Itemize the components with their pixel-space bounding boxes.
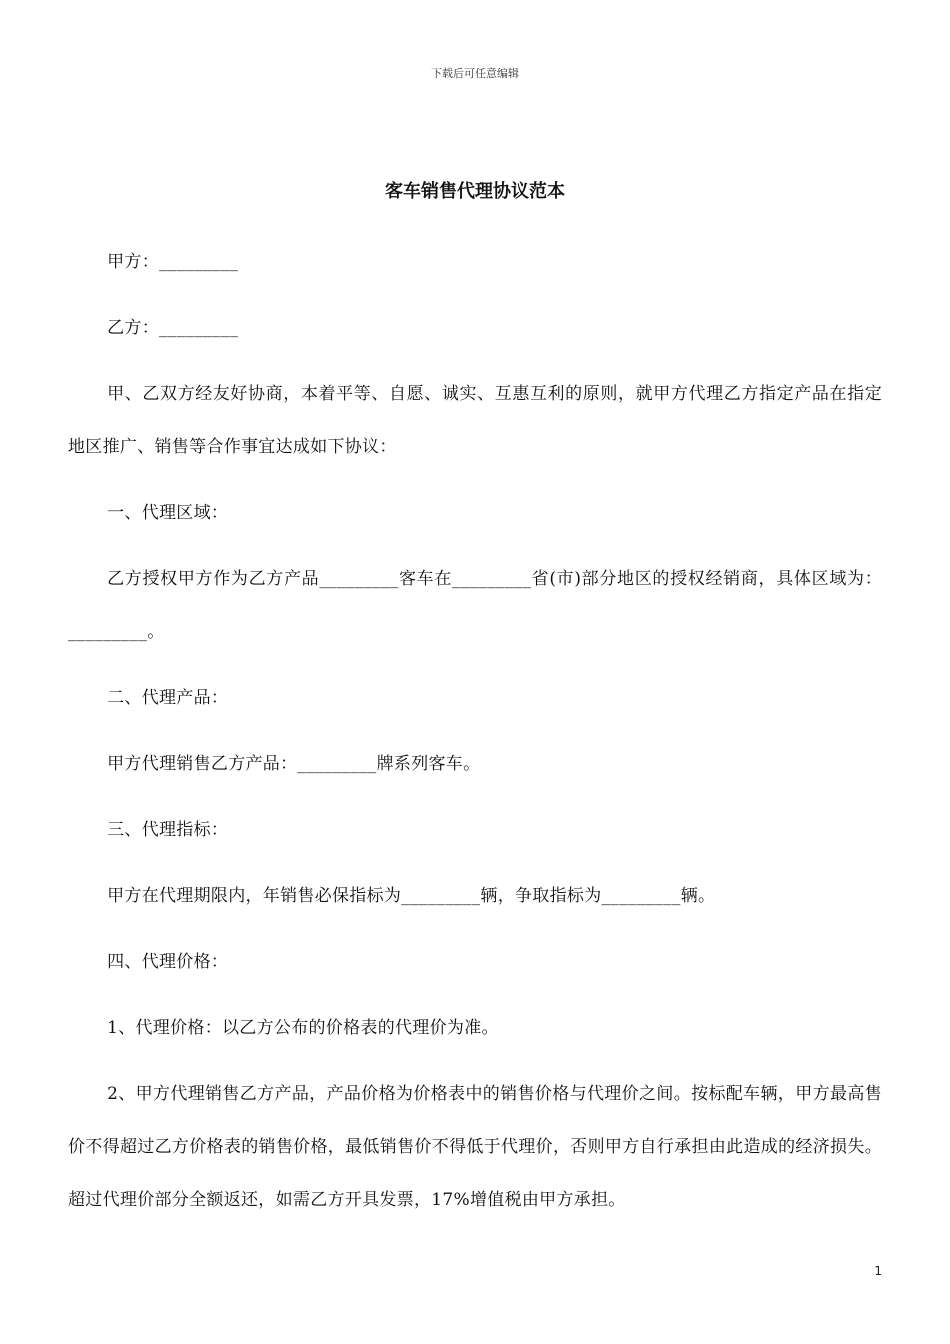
page-number: 1 [874, 1264, 882, 1278]
price-clause-1: 1、代理价格：以乙方公布的价格表的代理价为准。 [107, 1018, 499, 1038]
party-a-line: 甲方：_________ [107, 252, 239, 272]
document-title: 客车销售代理协议范本 [385, 181, 565, 202]
section-heading-area: 一、代理区域： [107, 503, 229, 523]
area-paragraph: 乙方授权甲方作为乙方产品_________客车在_________省(市)部分地区的授权经销商，具体区域为：_________。 [68, 569, 882, 642]
section-heading-target: 三、代理指标： [107, 820, 229, 840]
document-body [68, 246, 882, 1250]
target-paragraph: 甲方在代理期限内，年销售必保指标为_________辆，争取指标为_________辆。 [107, 886, 716, 906]
section-heading-product: 二、代理产品： [107, 688, 229, 708]
header-note: 下载后可任意编辑 [431, 67, 519, 80]
section-heading-price: 四、代理价格： [107, 952, 229, 972]
product-paragraph: 甲方代理销售乙方产品：_________牌系列客车。 [107, 754, 481, 774]
preamble-paragraph: 甲、乙双方经友好协商，本着平等、自愿、诚实、互惠互利的原则，就甲方代理乙方指定产品在指定地区推广、销售等合作事宜达成如下协议： [68, 384, 882, 457]
price-clause-2: 2、甲方代理销售乙方产品，产品价格为价格表中的销售价格与代理价之间。按标配车辆，甲方最高售价不得超过乙方价格表的销售价格，最低销售价不得低于代理价，否则甲方自行承担由此造成的经济损失。超过代理价部分全额返还，如需乙方开具发票，17%增值税由甲方承担。 [68, 1084, 882, 1210]
party-b-line: 乙方：_________ [107, 318, 239, 338]
